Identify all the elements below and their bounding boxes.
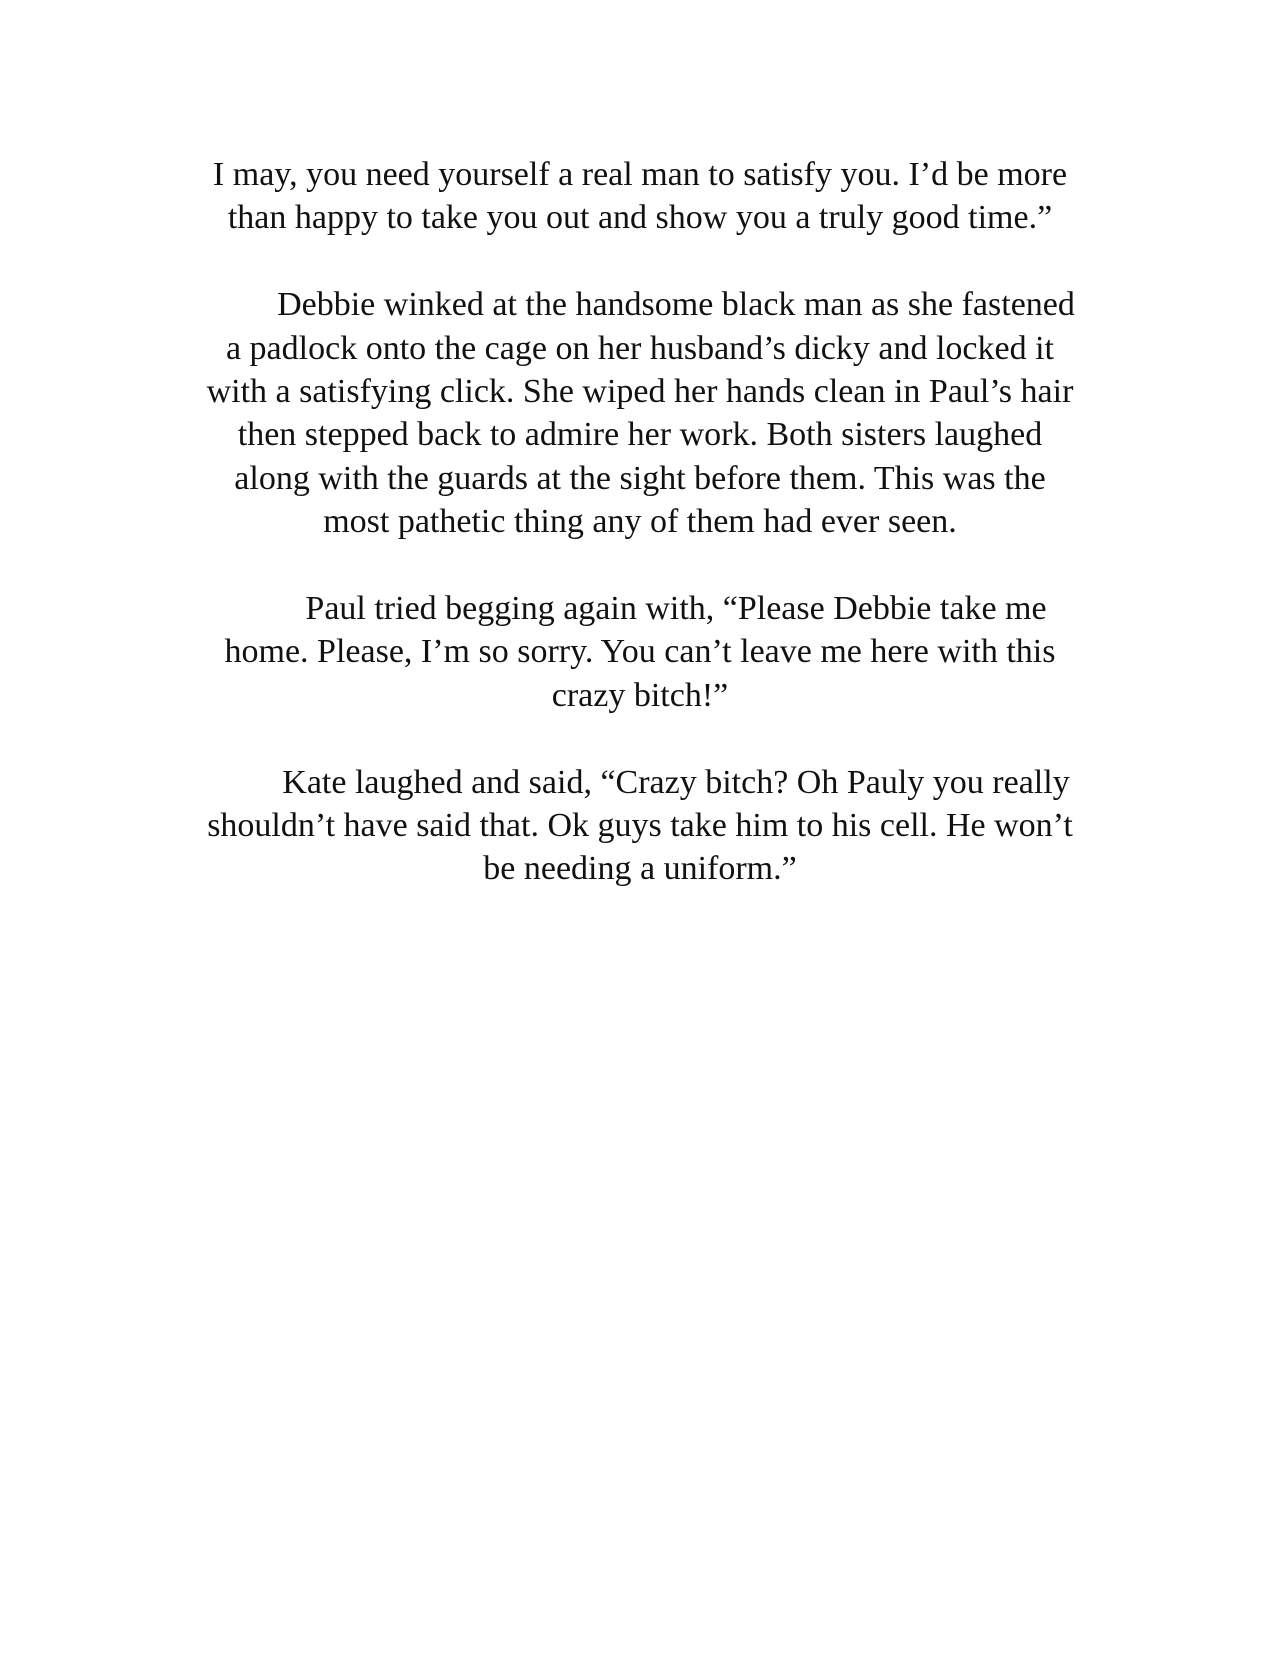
paragraph-debbie	[140, 283, 1140, 543]
paragraph-gap	[140, 240, 1140, 283]
text-line: home. Please, I’m so sorry. You can’t leave me here with this	[224, 633, 1056, 671]
text-line: along with the guards at the sight before them. This was the	[234, 459, 1046, 497]
text-line: Paul tried begging again with, “Please Debbie take me	[305, 590, 1047, 628]
paragraph-paul	[140, 587, 1140, 717]
text-line: with a satisfying click. She wiped her hands clean in Paul’s hair	[206, 373, 1074, 411]
paragraph-gap	[140, 544, 1140, 587]
text-line: then stepped back to admire her work. Both sisters laughed	[237, 416, 1043, 454]
text-line: shouldn’t have said that. Ok guys take him to his cell. He won’t	[207, 807, 1073, 845]
paragraph-kate	[140, 761, 1140, 891]
text-line: Debbie winked at the handsome black man as she fastened	[277, 286, 1075, 324]
text-line: Kate laughed and said, “Crazy bitch? Oh Pauly you really	[282, 763, 1070, 801]
paragraph-gap	[140, 717, 1140, 760]
text-line: I may, you need yourself a real man to satisfy you. I’d be more	[212, 156, 1068, 193]
document-page	[140, 153, 1140, 891]
text-line: crazy bitch!”	[551, 676, 729, 714]
text-line: than happy to take you out and show you a truly good time.”	[227, 199, 1053, 237]
text-line: be needing a uniform.”	[483, 850, 797, 888]
paragraph-continuation	[140, 153, 1140, 240]
text-line: a padlock onto the cage on her husband’s dicky and locked it	[225, 329, 1055, 367]
text-line: most pathetic thing any of them had ever seen.	[323, 503, 957, 541]
